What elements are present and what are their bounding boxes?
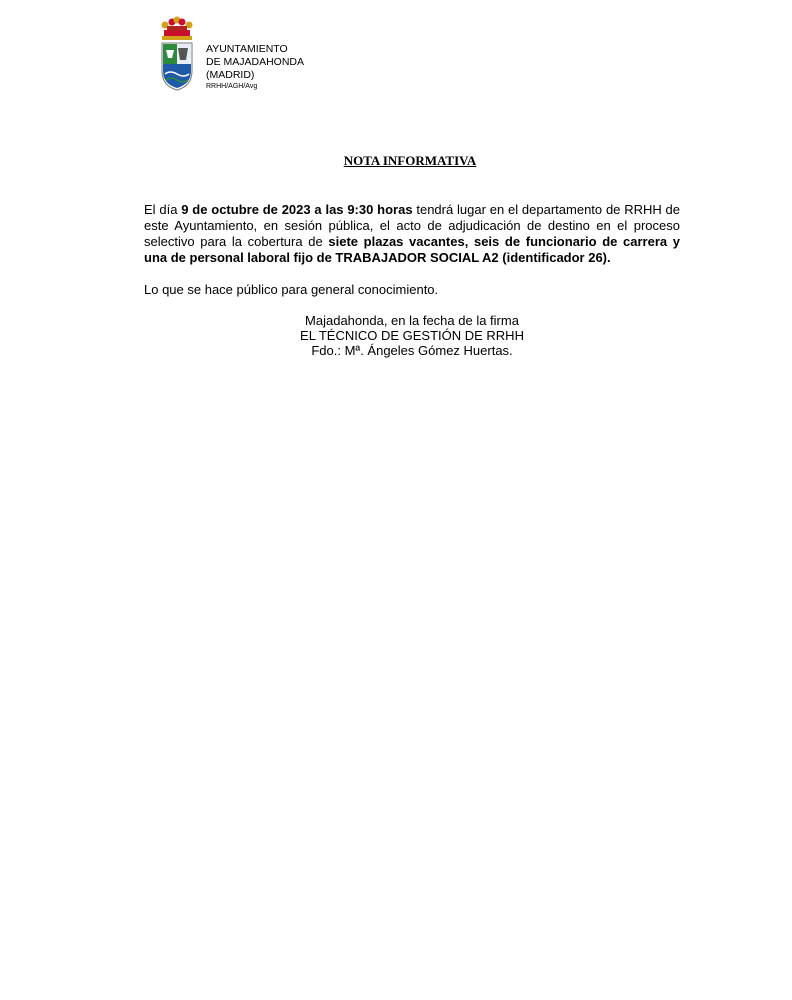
signature-place-date: Majadahonda, en la fecha de la firma	[305, 313, 519, 328]
document-title: NOTA INFORMATIVA	[343, 153, 477, 168]
signature-name: Fdo.: Mª. Ángeles Gómez Huertas.	[311, 343, 513, 358]
signature-position: EL TÉCNICO DE GESTIÓN DE RRHH	[300, 328, 524, 343]
signature-block	[264, 313, 560, 358]
organization-header	[206, 43, 304, 91]
public-notice-line: Lo que se hace público para general conocimiento.	[144, 282, 439, 297]
org-name-line3: (MADRID)	[206, 69, 255, 81]
notice-text-2: tendrá lugar en el departamento de RRHH de este Ayuntamiento, en sesión pública, el acto de adjudicación de destino en el proceso selectivo para la cobertura de	[144, 202, 681, 249]
notice-date-time: 9 de octubre de 2023 a las 9:30 horas	[181, 202, 413, 217]
org-name-line1: AYUNTAMIENTO	[206, 43, 288, 55]
document-reference: RRHH/AGH/Avg	[206, 83, 258, 90]
notice-positions: siete plazas vacantes, seis de funcionario de carrera y una de personal laboral fijo de TRABAJADOR SOCIAL A2 (identificador 26).	[144, 234, 680, 265]
notice-paragraph	[144, 202, 680, 266]
majadahonda-coat-of-arms-icon	[158, 16, 196, 92]
org-name-line2: DE MAJADAHONDA	[206, 56, 305, 68]
notice-text-1: El día	[144, 202, 182, 217]
